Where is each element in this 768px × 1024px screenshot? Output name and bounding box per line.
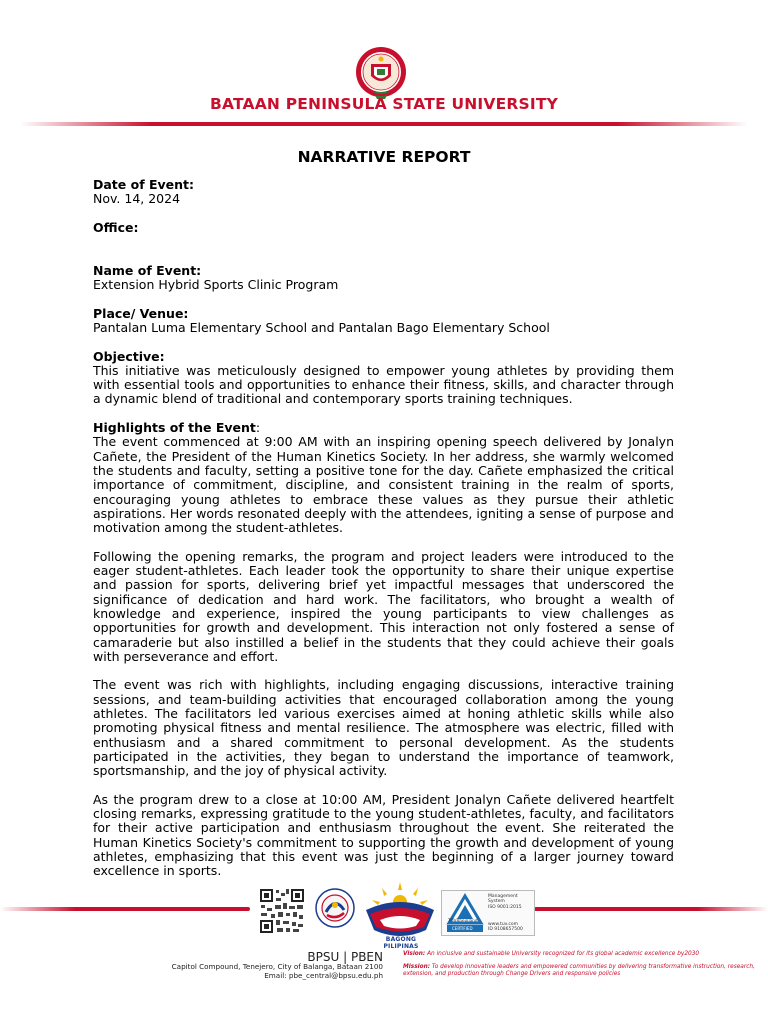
objective-label: Objective: (93, 348, 165, 364)
mission-text: To develop innovative leaders and empowered communities by delivering transformative instruction, research, extension, and production through Change Drivers and responsive policies (403, 964, 755, 977)
qr-code-icon (259, 888, 305, 934)
vision-label: Vision: (403, 951, 426, 957)
mission-label: Mission: (403, 964, 431, 970)
date-value: Nov. 14, 2024 (93, 191, 181, 207)
footer-divider-left (0, 904, 250, 914)
date-label: Date of Event: (93, 177, 195, 192)
university-name: BATAAN PENINSULA STATE UNIVERSITY (209, 95, 559, 113)
event-name-value: Extension Hybrid Sports Clinic Program (93, 277, 339, 293)
footer-divider-right (534, 904, 768, 914)
tuv-id: ID 9108657500 (488, 927, 523, 932)
highlight-paragraph: As the program drew to a close at 10:00 AM, President Jonalyn Cañete delivered heartfelt closing remarks, expressing gratitude to the young student-athletes, faculty, and facilitators for their active participation and enthusiasm throughout the event. She reiterated the Human Kinetics Society's commitment to supporting the growth and development of young athletes, emphasizing that this event was just the beginning of a larger journey toward excellence in sports. (93, 791, 674, 879)
tuv-certified: CERTIFIED (452, 926, 473, 931)
report-body (93, 178, 674, 893)
footer-email: Email: pbe_central@bpsu.edu.ph (264, 970, 383, 980)
tuv-management: Management (488, 894, 518, 899)
office-section (93, 221, 674, 235)
tuv-site: www.tuv.com (488, 922, 519, 927)
header-divider (0, 121, 768, 127)
document-title: NARRATIVE REPORT (297, 148, 471, 166)
vision-statement (403, 951, 763, 958)
bagong-pilipinas-text: BAGONG PILIPINAS (383, 936, 419, 950)
objective-section (93, 350, 674, 407)
highlights-section (93, 421, 674, 879)
bpsu-pben-label: BPSU | PBEN (307, 950, 383, 964)
venue-value: Pantalan Luma Elementary School and Pantalan Bago Elementary School (93, 319, 550, 335)
footer-address: Capitol Compound, Tenejero, City of Balanga, Bataan 2100 (171, 962, 383, 971)
highlight-paragraph: The event commenced at 9:00 AM with an inspiring opening speech delivered by Jonalyn Cañete, the President of the Human Kinetics Society. In her address, she warmly welcomed the students and faculty, setting a positive tone for the day. Cañete emphasized the critical importance of commitment, discipline, and consistent training in the realm of sports, encouraging young athletes to embrace these values as they pursue their athletic aspirations. Her words resonated deeply with the attendees, igniting a sense of purpose and motivation among the student-athletes. (93, 434, 674, 536)
bagong-pilipinas-logo (360, 880, 440, 938)
tuv-iso: ISO 9001:2015 (488, 905, 522, 910)
office-label: Office: (93, 219, 139, 235)
vision-text: An inclusive and sustainable University recognized for its global academic excellence by2030 (427, 951, 700, 957)
highlights-label: Highlights of the Event (93, 420, 256, 436)
objective-text: This initiative was meticulously designed to empower young athletes by providing them with essential tools and opportunities to enhance their fitness, skills, and character through a dynamic blend of traditional and contemporary sports training techniques. (93, 362, 674, 407)
venue-label: Place/ Venue: (93, 305, 189, 321)
highlight-paragraph: Following the opening remarks, the program and project leaders were introduced to the eager student-athletes. Each leader took the opportunity to share their unique expertise and passion for sports, delivering brief yet impactful messages that underscored the significance of dedication and hard work. The facilitators, who brought a wealth of knowledge and experience, inspired the young participants to view challenges as opportunities for growth and development. This interaction not only fostered a sense of camaraderie but also instilled a belief in the students that they could achieve their goals with perseverance and effort. (93, 548, 674, 664)
event-name-label: Name of Event: (93, 262, 202, 278)
organization-logo (314, 886, 356, 934)
tuv-brand: TÜVRheinland (448, 918, 478, 923)
highlight-paragraph: The event was rich with highlights, including engaging discussions, interactive training sessions, and team-building activities that encouraged collaboration among the young athletes. The facilitators led various exercises aimed at honing athletic skills while also promoting physical fitness and mental resilience. The atmosphere was electric, filled with enthusiasm and a shared commitment to personal development. As the students participated in the activities, they began to understand the importance of teamwork, sportsmanship, and the joy of physical activity. (93, 677, 674, 779)
highlights-colon: : (255, 420, 261, 436)
event-name-section (93, 264, 674, 293)
footer-address-block (110, 963, 383, 980)
tuv-system: System (488, 899, 505, 904)
date-section (93, 178, 674, 207)
venue-section (93, 307, 674, 336)
mission-statement (403, 964, 763, 978)
tuv-certification-badge (441, 890, 535, 936)
